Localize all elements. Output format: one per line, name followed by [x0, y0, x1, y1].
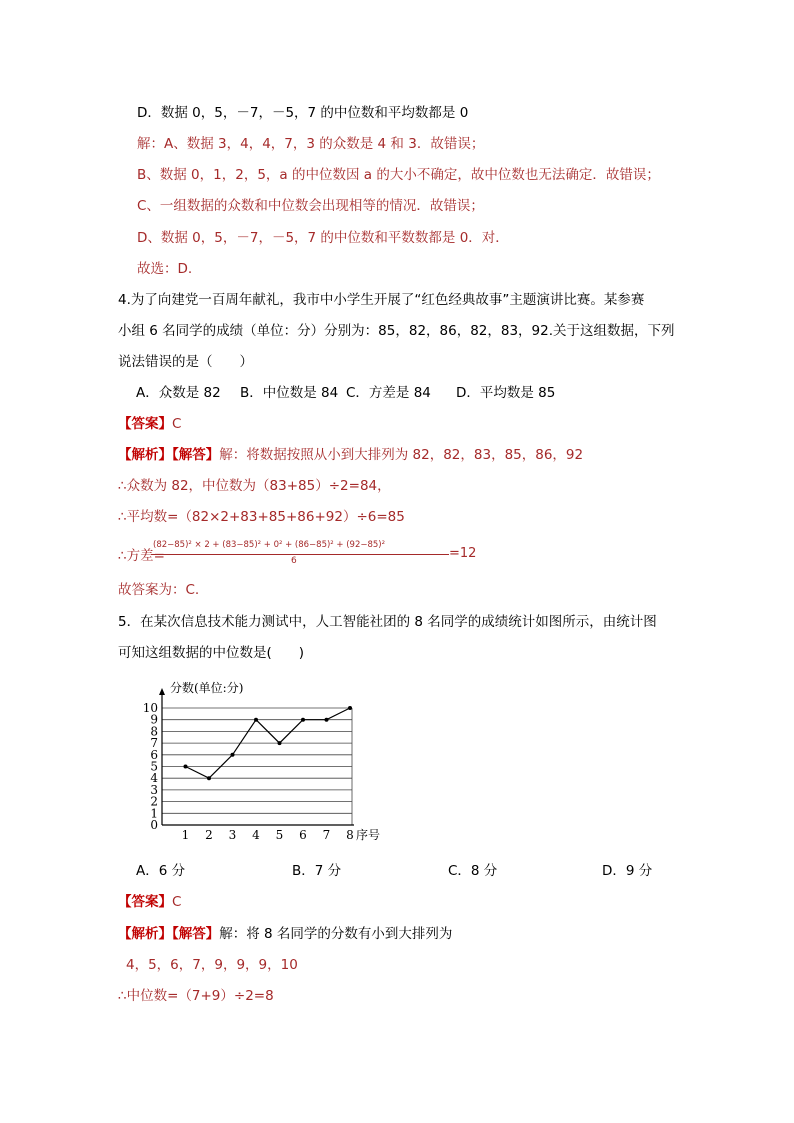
data-point: [348, 706, 352, 710]
y-tick-label: 3: [150, 782, 158, 797]
q5-option-d: D．9 分: [602, 863, 653, 879]
solution-a: 解：A、数据 3，4，4，7，3 的众数是 4 和 3．故错误；: [137, 136, 485, 152]
y-tick-label: 6: [150, 747, 158, 762]
data-point: [301, 718, 305, 722]
score-line-chart: [140, 680, 420, 850]
q5-option-b: B．7 分: [292, 863, 342, 879]
q5-option-c: C．8 分: [448, 863, 498, 879]
q4-answer-value: C: [172, 416, 182, 432]
x-tick-label: 4: [252, 828, 260, 842]
q5-answer: [118, 892, 181, 912]
q4-analysis-label: 【解析】【解答】: [118, 447, 220, 463]
q4-stem-line3: 说法错误的是（ ）: [118, 354, 253, 370]
variance-numerator: (82−85)² × 2 + (83−85)² + 0² + (86−85)² + (92−85)²: [153, 540, 386, 550]
q4-option-a: A．众数是 82: [136, 385, 221, 401]
q5-option-a: A．6 分: [136, 863, 186, 879]
q4-option-b: B．中位数是 84: [240, 385, 339, 401]
variance-denominator: 6: [291, 556, 297, 566]
x-tick-label: 5: [275, 828, 284, 842]
q4-answer: [118, 414, 181, 434]
q5-stem-line2: 可知这组数据的中位数是( ): [118, 645, 305, 661]
q4-analysis-text1: 解：将数据按照从小到大排列为 82，82，83，85，86，92: [219, 447, 584, 463]
q4-analysis-line2: ∴众数为 82，中位数为（83+85）÷2=84，: [118, 478, 391, 494]
solution-b: B、数据 0，1，2，5，a 的中位数因 a 的大小不确定，故中位数也无法确定．故错误；: [137, 167, 660, 183]
x-axis-label: 序号: [356, 828, 381, 842]
q4-answer-label: 【答案】: [118, 416, 172, 432]
q4-analysis-line3: ∴平均数=（82×2+83+85+86+92）÷6=85: [118, 509, 405, 525]
solution-c: C、一组数据的众数和中位数会出现相等的情况．故错误；: [137, 198, 484, 214]
variance-label: ∴方差=: [118, 548, 165, 564]
y-tick-label: 1: [150, 806, 158, 821]
q5-analysis-line3: ∴中位数=（7+9）÷2=8: [118, 988, 274, 1004]
data-point: [184, 765, 188, 769]
solution-choose: 故选：D.: [137, 261, 193, 277]
q4-analysis-line1: [118, 445, 583, 465]
y-tick-label: 8: [150, 724, 158, 739]
q5-analysis-line2: 4，5，6，7，9，9，9，10: [126, 957, 298, 973]
y-tick-label: 7: [150, 736, 158, 751]
x-tick-label: 1: [181, 828, 190, 842]
data-point: [278, 741, 282, 745]
q5-answer-value: C: [172, 894, 182, 910]
y-tick-label: 10: [142, 701, 158, 715]
fraction-bar: [151, 554, 449, 555]
y-axis-arrow: [159, 688, 165, 695]
variance-formula: [118, 540, 477, 570]
option-d-prev: D．数据 0，5，－7，－5，7 的中位数和平均数都是 0: [137, 105, 469, 121]
q4-option-d: D．平均数是 85: [456, 385, 556, 401]
x-tick-label: 2: [205, 828, 213, 842]
x-tick-label: 7: [322, 828, 331, 842]
q4-stem-line2: 小组 6 名同学的成绩（单位：分）分别为：85，82，86，82，83，92.关于这组数据，下列: [118, 323, 675, 339]
q5-answer-label: 【答案】: [118, 894, 172, 910]
data-point: [254, 718, 258, 722]
q5-analysis-text1: 解：将 8 名同学的分数有小到大排列为: [219, 926, 453, 942]
data-point: [231, 753, 235, 757]
y-tick-label: 5: [150, 759, 158, 774]
q4-stem-line1: 4.为了向建党一百周年献礼，我市中小学生开展了“红色经典故事”主题演讲比赛。某参赛: [118, 292, 645, 308]
solution-d: D、数据 0，5，－7，－5，7 的中位数和平数数都是 0．对．: [137, 230, 509, 246]
x-tick-label: 3: [228, 828, 237, 842]
x-tick-label: 8: [346, 828, 354, 842]
q5-analysis-label: 【解析】【解答】: [118, 926, 220, 942]
y-tick-label: 2: [150, 794, 158, 809]
y-tick-label: 4: [150, 771, 158, 786]
x-tick-label: 6: [299, 828, 307, 842]
y-axis-label: 分数(单位:分): [170, 681, 244, 695]
variance-result: =12: [449, 546, 477, 561]
data-point: [325, 718, 329, 722]
y-tick-label: 0: [150, 818, 158, 832]
q5-analysis-line1: [118, 924, 452, 944]
q4-option-c: C．方差是 84: [346, 385, 431, 401]
q4-conclusion: 故答案为：C.: [118, 582, 200, 598]
q5-stem-line1: 5．在某次信息技术能力测试中，人工智能社团的 8 名同学的成绩统计如图所示，由统计图: [118, 614, 657, 630]
data-point: [207, 776, 211, 780]
y-tick-label: 9: [150, 712, 158, 727]
